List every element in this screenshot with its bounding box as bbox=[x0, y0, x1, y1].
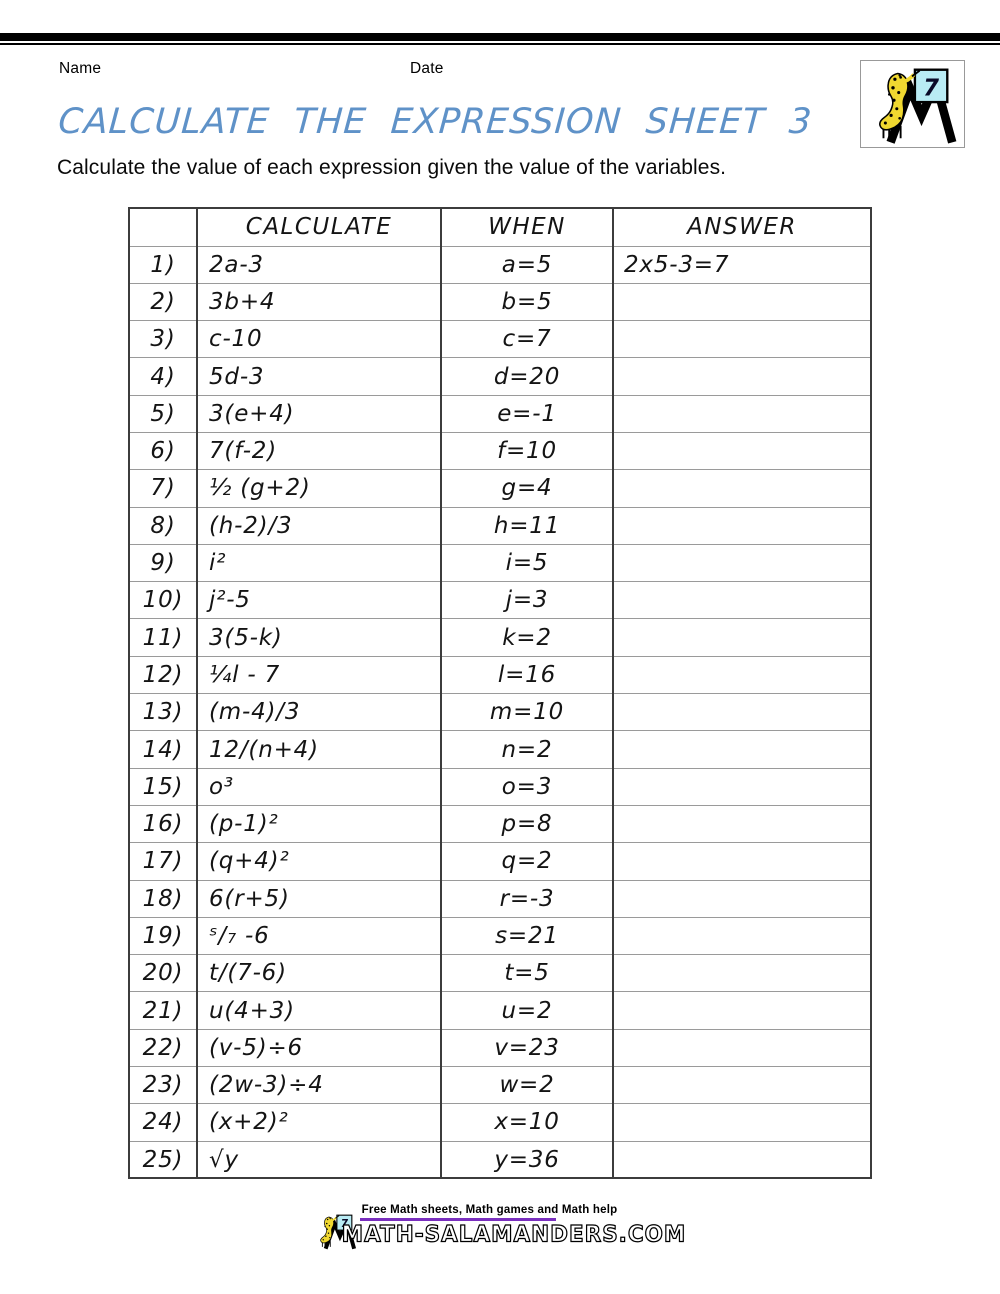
table-row bbox=[129, 432, 871, 469]
salamander-logo-icon bbox=[865, 64, 961, 144]
table-row bbox=[129, 1067, 871, 1104]
when-cell: u=2 bbox=[441, 992, 613, 1029]
row-number-cell: 11) bbox=[129, 619, 197, 656]
when-cell: n=2 bbox=[441, 731, 613, 768]
row-number-cell: 20) bbox=[129, 955, 197, 992]
when-cell: f=10 bbox=[441, 432, 613, 469]
calculate-cell: 5d-3 bbox=[197, 358, 441, 395]
row-number-cell: 9) bbox=[129, 544, 197, 581]
page-title: CALCULATE THE EXPRESSION SHEET 3 bbox=[57, 102, 814, 142]
table-row bbox=[129, 805, 871, 842]
calculate-cell: i² bbox=[197, 544, 441, 581]
answer-cell bbox=[613, 955, 871, 992]
row-number-cell: 23) bbox=[129, 1067, 197, 1104]
table-row bbox=[129, 731, 871, 768]
calculate-cell: (h-2)/3 bbox=[197, 507, 441, 544]
when-cell: o=3 bbox=[441, 768, 613, 805]
answer-cell bbox=[613, 1141, 871, 1178]
when-cell: i=5 bbox=[441, 544, 613, 581]
footer-text-block bbox=[341, 1204, 687, 1248]
when-cell: q=2 bbox=[441, 843, 613, 880]
answer-cell bbox=[613, 283, 871, 320]
when-cell: r=-3 bbox=[441, 880, 613, 917]
row-number-cell: 6) bbox=[129, 432, 197, 469]
calculate-cell: (2w-3)÷4 bbox=[197, 1067, 441, 1104]
answer-cell bbox=[613, 656, 871, 693]
when-cell: t=5 bbox=[441, 955, 613, 992]
table-row bbox=[129, 1141, 871, 1178]
answer-cell bbox=[613, 432, 871, 469]
date-label: Date bbox=[410, 60, 444, 77]
calculate-cell: 7(f-2) bbox=[197, 432, 441, 469]
calculate-cell: ½ (g+2) bbox=[197, 470, 441, 507]
answer-cell bbox=[613, 544, 871, 581]
table-row bbox=[129, 507, 871, 544]
row-number-cell: 2) bbox=[129, 283, 197, 320]
row-number-cell: 14) bbox=[129, 731, 197, 768]
row-number-cell: 12) bbox=[129, 656, 197, 693]
table-row bbox=[129, 656, 871, 693]
calculate-cell: 12/(n+4) bbox=[197, 731, 441, 768]
when-cell: c=7 bbox=[441, 321, 613, 358]
row-number-cell: 3) bbox=[129, 321, 197, 358]
calculate-cell: (v-5)÷6 bbox=[197, 1029, 441, 1066]
when-cell: x=10 bbox=[441, 1104, 613, 1141]
when-cell: d=20 bbox=[441, 358, 613, 395]
top-rule bbox=[0, 33, 1000, 46]
row-number-cell: 17) bbox=[129, 843, 197, 880]
answer-cell bbox=[613, 395, 871, 432]
answer-cell bbox=[613, 694, 871, 731]
answer-cell bbox=[613, 805, 871, 842]
when-cell: y=36 bbox=[441, 1141, 613, 1178]
answer-cell bbox=[613, 582, 871, 619]
row-number-cell: 16) bbox=[129, 805, 197, 842]
row-number-cell: 15) bbox=[129, 768, 197, 805]
row-number-cell: 22) bbox=[129, 1029, 197, 1066]
answer-cell bbox=[613, 992, 871, 1029]
table-row bbox=[129, 544, 871, 581]
footer-brand bbox=[0, 1204, 1000, 1256]
when-cell: h=11 bbox=[441, 507, 613, 544]
answer-cell bbox=[613, 880, 871, 917]
answer-cell bbox=[613, 321, 871, 358]
answer-cell bbox=[613, 358, 871, 395]
calculate-cell: ¼l - 7 bbox=[197, 656, 441, 693]
answer-cell bbox=[613, 768, 871, 805]
answer-cell bbox=[613, 1104, 871, 1141]
calculate-cell: c-10 bbox=[197, 321, 441, 358]
footer-tagline: Free Math sheets, Math games and Math help bbox=[361, 1204, 618, 1216]
header-when: WHEN bbox=[441, 208, 613, 246]
instructions-text: Calculate the value of each expression given the value of the variables. bbox=[57, 156, 727, 179]
salamander-logo bbox=[860, 60, 965, 148]
when-cell: g=4 bbox=[441, 470, 613, 507]
when-cell: s=21 bbox=[441, 917, 613, 954]
table-row bbox=[129, 321, 871, 358]
row-number-cell: 25) bbox=[129, 1141, 197, 1178]
calculate-cell: u(4+3) bbox=[197, 992, 441, 1029]
calculate-cell: (p-1)² bbox=[197, 805, 441, 842]
table-row bbox=[129, 917, 871, 954]
calculate-cell: o³ bbox=[197, 768, 441, 805]
row-number-cell: 7) bbox=[129, 470, 197, 507]
table-row bbox=[129, 768, 871, 805]
row-number-cell: 24) bbox=[129, 1104, 197, 1141]
calculate-cell: 6(r+5) bbox=[197, 880, 441, 917]
calculate-cell: (m-4)/3 bbox=[197, 694, 441, 731]
table-body bbox=[129, 246, 871, 1178]
table-row bbox=[129, 283, 871, 320]
when-cell: l=16 bbox=[441, 656, 613, 693]
when-cell: v=23 bbox=[441, 1029, 613, 1066]
table-row bbox=[129, 955, 871, 992]
table-row bbox=[129, 358, 871, 395]
answer-cell bbox=[613, 507, 871, 544]
name-label: Name bbox=[59, 60, 102, 77]
calculate-cell: 3(e+4) bbox=[197, 395, 441, 432]
row-number-cell: 18) bbox=[129, 880, 197, 917]
table-row bbox=[129, 1104, 871, 1141]
row-number-cell: 8) bbox=[129, 507, 197, 544]
when-cell: a=5 bbox=[441, 246, 613, 283]
answer-cell bbox=[613, 470, 871, 507]
answer-cell bbox=[613, 619, 871, 656]
calculate-cell: (x+2)² bbox=[197, 1104, 441, 1141]
when-cell: b=5 bbox=[441, 283, 613, 320]
answer-cell: 2x5-3=7 bbox=[613, 246, 871, 283]
table-row bbox=[129, 992, 871, 1029]
answer-cell bbox=[613, 917, 871, 954]
row-number-cell: 10) bbox=[129, 582, 197, 619]
expression-table bbox=[128, 207, 872, 1179]
table-row bbox=[129, 395, 871, 432]
table-header-row bbox=[129, 208, 871, 246]
when-cell: m=10 bbox=[441, 694, 613, 731]
row-number-cell: 19) bbox=[129, 917, 197, 954]
table-row bbox=[129, 470, 871, 507]
row-number-cell: 5) bbox=[129, 395, 197, 432]
header-answer: ANSWER bbox=[613, 208, 871, 246]
calculate-cell: j²-5 bbox=[197, 582, 441, 619]
answer-cell bbox=[613, 1029, 871, 1066]
table-row bbox=[129, 1029, 871, 1066]
answer-cell bbox=[613, 1067, 871, 1104]
calculate-cell: t/(7-6) bbox=[197, 955, 441, 992]
header-calculate: CALCULATE bbox=[197, 208, 441, 246]
table-row bbox=[129, 694, 871, 731]
table-row bbox=[129, 246, 871, 283]
table-row bbox=[129, 619, 871, 656]
table-row bbox=[129, 582, 871, 619]
row-number-cell: 13) bbox=[129, 694, 197, 731]
answer-cell bbox=[613, 843, 871, 880]
calculate-cell: √y bbox=[197, 1141, 441, 1178]
calculate-cell: (q+4)² bbox=[197, 843, 441, 880]
row-number-cell: 21) bbox=[129, 992, 197, 1029]
row-number-cell: 1) bbox=[129, 246, 197, 283]
calculate-cell: 2a-3 bbox=[197, 246, 441, 283]
header-blank-cell bbox=[129, 208, 197, 246]
when-cell: j=3 bbox=[441, 582, 613, 619]
footer-site-name: MATH-SALAMANDERS.COM bbox=[341, 1221, 687, 1248]
calculate-cell: 3(5-k) bbox=[197, 619, 441, 656]
calculate-cell: 3b+4 bbox=[197, 283, 441, 320]
row-number-cell: 4) bbox=[129, 358, 197, 395]
when-cell: w=2 bbox=[441, 1067, 613, 1104]
table-row bbox=[129, 880, 871, 917]
when-cell: k=2 bbox=[441, 619, 613, 656]
table-row bbox=[129, 843, 871, 880]
when-cell: e=-1 bbox=[441, 395, 613, 432]
when-cell: p=8 bbox=[441, 805, 613, 842]
answer-cell bbox=[613, 731, 871, 768]
calculate-cell: ˢ/₇ -6 bbox=[197, 917, 441, 954]
